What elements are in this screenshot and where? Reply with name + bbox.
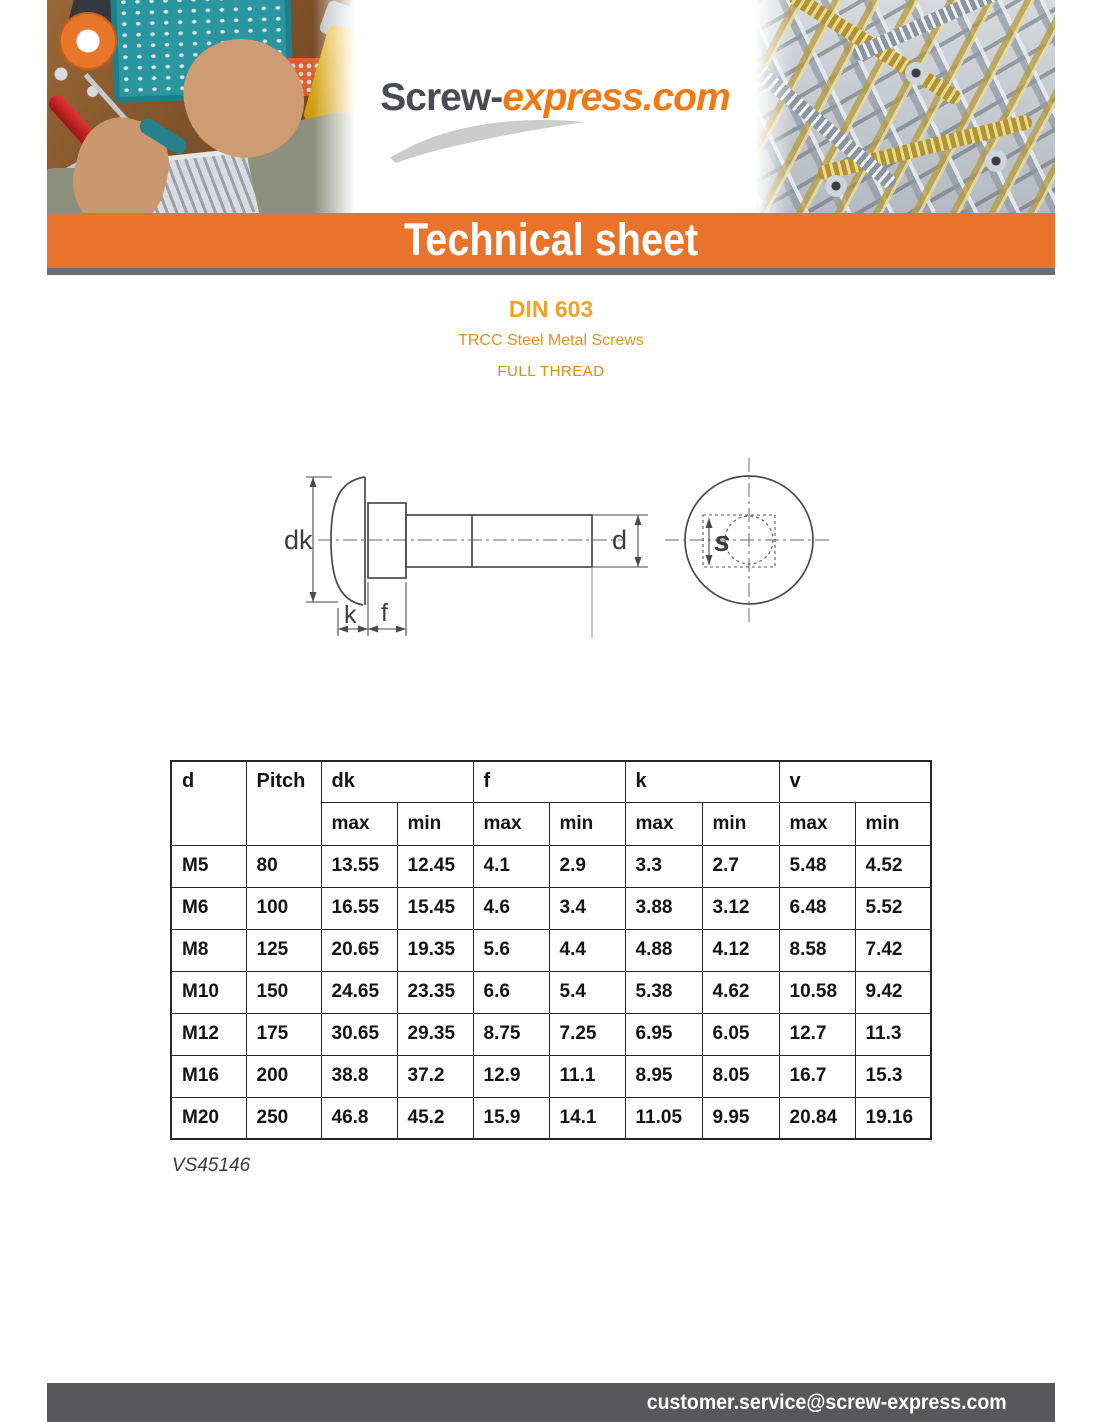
side-view [284,477,648,638]
value-cell: 8.58 [779,929,855,971]
table-row [171,887,931,929]
col-header-f-min: min [549,802,625,845]
value-cell: 16.55 [321,887,397,929]
dimensions-table [170,760,932,1140]
table-row [171,1013,931,1055]
photo-detail [985,150,1007,172]
value-cell: 3.12 [702,887,779,929]
col-header-pitch: Pitch [246,761,321,845]
pitch-cell: 125 [246,929,321,971]
value-cell: 11.1 [549,1055,625,1097]
size-cell: M6 [171,887,246,929]
value-cell: 15.3 [855,1055,931,1097]
col-header-k-max: max [625,802,702,845]
pitch-cell: 150 [246,971,321,1013]
value-cell: 13.55 [321,845,397,887]
table-row [171,1097,931,1139]
pitch-cell: 250 [246,1097,321,1139]
value-cell: 4.88 [625,929,702,971]
value-cell: 20.84 [779,1097,855,1139]
banner [47,213,1055,268]
value-cell: 6.6 [473,971,549,1013]
value-cell: 15.45 [397,887,473,929]
col-header-k: k [625,761,779,802]
value-cell: 4.1 [473,845,549,887]
table-row [171,1055,931,1097]
value-cell: 45.2 [397,1097,473,1139]
photo-detail [905,62,927,84]
value-cell: 15.9 [473,1097,549,1139]
value-cell: 5.4 [549,971,625,1013]
value-cell: 14.1 [549,1097,625,1139]
col-header-f-max: max [473,802,549,845]
value-cell: 9.95 [702,1097,779,1139]
value-cell: 23.35 [397,971,473,1013]
title-block [47,296,1055,380]
value-cell: 4.12 [702,929,779,971]
size-cell: M20 [171,1097,246,1139]
value-cell: 37.2 [397,1055,473,1097]
size-cell: M16 [171,1055,246,1097]
value-cell: 4.4 [549,929,625,971]
photo-detail [825,175,847,197]
value-cell: 19.35 [397,929,473,971]
size-cell: M5 [171,845,246,887]
value-cell: 3.4 [549,887,625,929]
value-cell: 12.7 [779,1013,855,1055]
photo-fade [313,0,355,213]
value-cell: 2.7 [702,845,779,887]
col-header-dk-min: min [397,802,473,845]
col-header-v: v [779,761,931,802]
col-header-dk: dk [321,761,473,802]
col-header-k-min: min [702,802,779,845]
value-cell: 19.16 [855,1097,931,1139]
standard-title: DIN 603 [508,296,594,322]
col-header-dk-max: max [321,802,397,845]
value-cell: 24.65 [321,971,397,1013]
logo-text-primary: Screw- [380,76,503,119]
reference-code: VS45146 [172,1155,251,1176]
value-cell: 8.05 [702,1055,779,1097]
logo-text-secondary: express.com [502,76,730,119]
value-cell: 8.75 [473,1013,549,1055]
photo-fade [755,0,793,213]
banner-title: Technical sheet [403,214,699,265]
value-cell: 5.6 [473,929,549,971]
value-cell: 30.65 [321,1013,397,1055]
value-cell: 16.7 [779,1055,855,1097]
table-row [171,845,931,887]
size-cell: M12 [171,1013,246,1055]
logo-area [355,0,755,213]
value-cell: 2.9 [549,845,625,887]
end-view [665,458,833,622]
pitch-cell: 100 [246,887,321,929]
value-cell: 12.45 [397,845,473,887]
dim-label-f: f [381,599,388,627]
workbench-photo [47,0,355,213]
pitch-cell: 80 [246,845,321,887]
value-cell: 11.3 [855,1013,931,1055]
value-cell: 20.65 [321,929,397,971]
value-cell: 10.58 [779,971,855,1013]
value-cell: 7.42 [855,929,931,971]
pitch-cell: 175 [246,1013,321,1055]
contact-email: customer.service@screw-express.com [646,1391,1007,1414]
value-cell: 29.35 [397,1013,473,1055]
bolt-technical-drawing [270,448,850,663]
footer-bar [47,1383,1055,1422]
spec-table-body [171,845,931,1139]
product-subtitle: TRCC Steel Metal Screws [458,332,644,349]
value-cell: 6.05 [702,1013,779,1055]
value-cell: 5.52 [855,887,931,929]
size-cell: M10 [171,971,246,1013]
dim-label-dk: dk [284,525,313,555]
value-cell: 4.62 [702,971,779,1013]
table-row [171,929,931,971]
col-header-v-max: max [779,802,855,845]
value-cell: 3.3 [625,845,702,887]
value-cell: 3.88 [625,887,702,929]
col-header-v-min: min [855,802,931,845]
dim-label-k: k [344,601,357,629]
value-cell: 6.48 [779,887,855,929]
size-cell: M8 [171,929,246,971]
value-cell: 46.8 [321,1097,397,1139]
value-cell: 7.25 [549,1013,625,1055]
col-header-d: d [171,761,246,845]
banner-underline [47,268,1055,275]
value-cell: 6.95 [625,1013,702,1055]
dim-label-d: d [612,525,628,555]
value-cell: 8.95 [625,1055,702,1097]
screws-photo [755,0,1055,213]
value-cell: 12.9 [473,1055,549,1097]
thread-type-label: FULL THREAD [497,363,605,380]
value-cell: 5.38 [625,971,702,1013]
value-cell: 38.8 [321,1055,397,1097]
pitch-cell: 200 [246,1055,321,1097]
value-cell: 5.48 [779,845,855,887]
value-cell: 11.05 [625,1097,702,1139]
dim-label-s: s [714,526,731,558]
value-cell: 9.42 [855,971,931,1013]
table-row [171,971,931,1013]
value-cell: 4.52 [855,845,931,887]
value-cell: 4.6 [473,887,549,929]
col-header-f: f [473,761,625,802]
photo-detail [850,0,1030,63]
logo-swoosh-icon [380,108,600,168]
